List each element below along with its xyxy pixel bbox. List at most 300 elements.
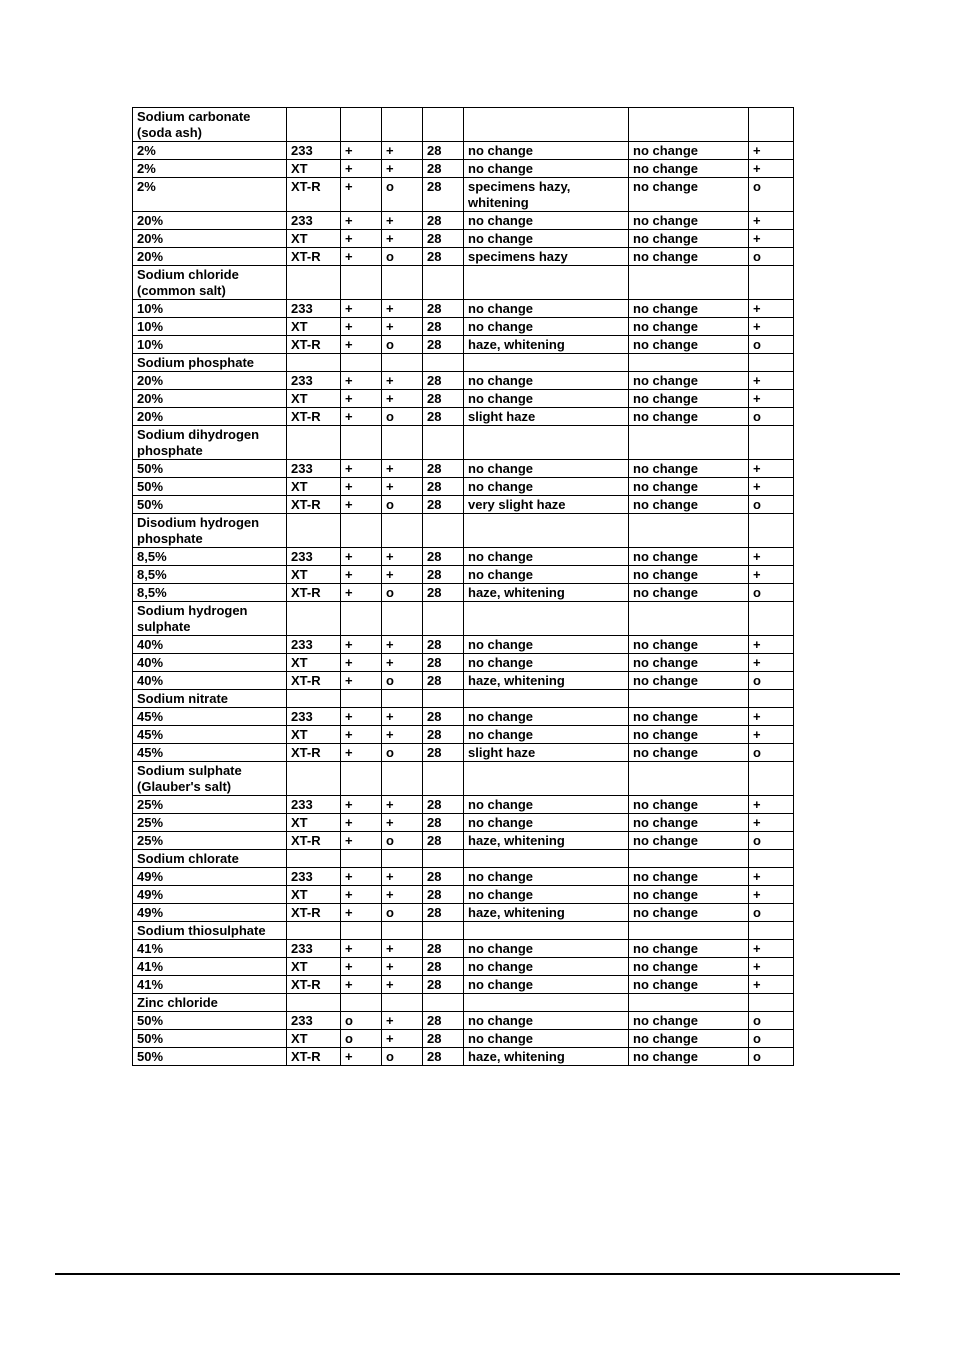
overall-rating-cell: o xyxy=(749,904,794,922)
rating-cell-b: + xyxy=(382,636,423,654)
rating-cell-a: + xyxy=(341,212,382,230)
overall-rating-cell: + xyxy=(749,814,794,832)
duration-cell: 28 xyxy=(423,372,464,390)
overall-rating-cell: + xyxy=(749,230,794,248)
empty-cell xyxy=(341,514,382,548)
rating-cell-a: + xyxy=(341,496,382,514)
dimension-cell: no change xyxy=(629,212,749,230)
table-row xyxy=(133,408,794,426)
grade-cell: XT-R xyxy=(287,178,341,212)
concentration-cell: 50% xyxy=(133,460,287,478)
overall-rating-cell: + xyxy=(749,566,794,584)
concentration-cell: 40% xyxy=(133,672,287,690)
empty-cell xyxy=(423,762,464,796)
empty-cell xyxy=(464,690,629,708)
appearance-cell: haze, whitening xyxy=(464,832,629,850)
grade-cell: XT xyxy=(287,814,341,832)
rating-cell-a: + xyxy=(341,160,382,178)
duration-cell: 28 xyxy=(423,336,464,354)
rating-cell-a: + xyxy=(341,708,382,726)
appearance-cell: slight haze xyxy=(464,408,629,426)
empty-cell xyxy=(287,426,341,460)
duration-cell: 28 xyxy=(423,248,464,266)
grade-cell: XT-R xyxy=(287,832,341,850)
table-row xyxy=(133,708,794,726)
rating-cell-b: + xyxy=(382,548,423,566)
substance-name: Sodium chloride (common salt) xyxy=(133,266,287,300)
empty-cell xyxy=(749,426,794,460)
dimension-cell: no change xyxy=(629,478,749,496)
empty-cell xyxy=(464,108,629,142)
group-header-row xyxy=(133,602,794,636)
table-row xyxy=(133,584,794,602)
rating-cell-b: + xyxy=(382,460,423,478)
dimension-cell: no change xyxy=(629,300,749,318)
appearance-cell: very slight haze xyxy=(464,496,629,514)
empty-cell xyxy=(464,514,629,548)
empty-cell xyxy=(341,108,382,142)
table-row xyxy=(133,904,794,922)
rating-cell-a: + xyxy=(341,336,382,354)
overall-rating-cell: + xyxy=(749,142,794,160)
rating-cell-a: + xyxy=(341,654,382,672)
dimension-cell: no change xyxy=(629,976,749,994)
overall-rating-cell: + xyxy=(749,726,794,744)
substance-name: Disodium hydrogen phosphate xyxy=(133,514,287,548)
table-row xyxy=(133,142,794,160)
grade-cell: XT xyxy=(287,654,341,672)
table-row xyxy=(133,636,794,654)
duration-cell: 28 xyxy=(423,390,464,408)
empty-cell xyxy=(382,108,423,142)
empty-cell xyxy=(423,266,464,300)
substance-name: Sodium hydrogen sulphate xyxy=(133,602,287,636)
appearance-cell: no change xyxy=(464,390,629,408)
appearance-cell: no change xyxy=(464,708,629,726)
dimension-cell: no change xyxy=(629,636,749,654)
table-row xyxy=(133,300,794,318)
rating-cell-b: o xyxy=(382,832,423,850)
grade-cell: 233 xyxy=(287,940,341,958)
appearance-cell: no change xyxy=(464,372,629,390)
concentration-cell: 49% xyxy=(133,868,287,886)
empty-cell xyxy=(749,922,794,940)
duration-cell: 28 xyxy=(423,726,464,744)
rating-cell-a: + xyxy=(341,584,382,602)
rating-cell-b: o xyxy=(382,248,423,266)
overall-rating-cell: + xyxy=(749,318,794,336)
overall-rating-cell: o xyxy=(749,496,794,514)
grade-cell: XT xyxy=(287,566,341,584)
duration-cell: 28 xyxy=(423,408,464,426)
overall-rating-cell: o xyxy=(749,832,794,850)
rating-cell-a: + xyxy=(341,886,382,904)
appearance-cell: no change xyxy=(464,1030,629,1048)
empty-cell xyxy=(341,762,382,796)
rating-cell-b: o xyxy=(382,178,423,212)
grade-cell: XT xyxy=(287,1030,341,1048)
rating-cell-a: + xyxy=(341,726,382,744)
rating-cell-b: o xyxy=(382,584,423,602)
empty-cell xyxy=(287,922,341,940)
empty-cell xyxy=(423,354,464,372)
grade-cell: XT xyxy=(287,230,341,248)
overall-rating-cell: + xyxy=(749,212,794,230)
duration-cell: 28 xyxy=(423,160,464,178)
rating-cell-b: + xyxy=(382,142,423,160)
dimension-cell: no change xyxy=(629,1030,749,1048)
rating-cell-b: + xyxy=(382,160,423,178)
concentration-cell: 8,5% xyxy=(133,566,287,584)
rating-cell-b: o xyxy=(382,744,423,762)
rating-cell-b: + xyxy=(382,1030,423,1048)
dimension-cell: no change xyxy=(629,318,749,336)
rating-cell-b: + xyxy=(382,814,423,832)
appearance-cell: no change xyxy=(464,814,629,832)
table-row xyxy=(133,160,794,178)
overall-rating-cell: o xyxy=(749,1048,794,1066)
rating-cell-b: + xyxy=(382,566,423,584)
concentration-cell: 40% xyxy=(133,654,287,672)
dimension-cell: no change xyxy=(629,832,749,850)
appearance-cell: no change xyxy=(464,796,629,814)
concentration-cell: 20% xyxy=(133,212,287,230)
table-row xyxy=(133,940,794,958)
table-row xyxy=(133,336,794,354)
dimension-cell: no change xyxy=(629,1048,749,1066)
dimension-cell: no change xyxy=(629,708,749,726)
rating-cell-b: o xyxy=(382,1048,423,1066)
overall-rating-cell: + xyxy=(749,958,794,976)
concentration-cell: 10% xyxy=(133,300,287,318)
rating-cell-a: + xyxy=(341,976,382,994)
dimension-cell: no change xyxy=(629,566,749,584)
dimension-cell: no change xyxy=(629,178,749,212)
appearance-cell: haze, whitening xyxy=(464,1048,629,1066)
empty-cell xyxy=(382,602,423,636)
dimension-cell: no change xyxy=(629,372,749,390)
concentration-cell: 25% xyxy=(133,832,287,850)
rating-cell-b: + xyxy=(382,958,423,976)
appearance-cell: no change xyxy=(464,868,629,886)
substance-name: Sodium sulphate (Glauber's salt) xyxy=(133,762,287,796)
table-row xyxy=(133,868,794,886)
empty-cell xyxy=(341,690,382,708)
duration-cell: 28 xyxy=(423,796,464,814)
rating-cell-b: + xyxy=(382,1012,423,1030)
dimension-cell: no change xyxy=(629,548,749,566)
concentration-cell: 20% xyxy=(133,390,287,408)
rating-cell-a: + xyxy=(341,566,382,584)
appearance-cell: no change xyxy=(464,212,629,230)
group-header-row xyxy=(133,514,794,548)
empty-cell xyxy=(464,602,629,636)
substance-name: Zinc chloride xyxy=(133,994,287,1012)
table-row xyxy=(133,832,794,850)
empty-cell xyxy=(629,602,749,636)
appearance-cell: no change xyxy=(464,726,629,744)
appearance-cell: no change xyxy=(464,654,629,672)
overall-rating-cell: o xyxy=(749,1012,794,1030)
duration-cell: 28 xyxy=(423,708,464,726)
overall-rating-cell: + xyxy=(749,868,794,886)
empty-cell xyxy=(287,762,341,796)
concentration-cell: 40% xyxy=(133,636,287,654)
rating-cell-a: + xyxy=(341,868,382,886)
concentration-cell: 8,5% xyxy=(133,584,287,602)
substance-name: Sodium carbonate (soda ash) xyxy=(133,108,287,142)
rating-cell-a: + xyxy=(341,636,382,654)
appearance-cell: haze, whitening xyxy=(464,584,629,602)
rating-cell-b: + xyxy=(382,886,423,904)
overall-rating-cell: + xyxy=(749,708,794,726)
overall-rating-cell: o xyxy=(749,408,794,426)
appearance-cell: haze, whitening xyxy=(464,904,629,922)
dimension-cell: no change xyxy=(629,868,749,886)
duration-cell: 28 xyxy=(423,478,464,496)
overall-rating-cell: + xyxy=(749,478,794,496)
grade-cell: XT xyxy=(287,318,341,336)
grade-cell: 233 xyxy=(287,548,341,566)
duration-cell: 28 xyxy=(423,832,464,850)
empty-cell xyxy=(464,762,629,796)
table-row xyxy=(133,1048,794,1066)
overall-rating-cell: o xyxy=(749,178,794,212)
dimension-cell: no change xyxy=(629,496,749,514)
concentration-cell: 2% xyxy=(133,178,287,212)
appearance-cell: no change xyxy=(464,566,629,584)
empty-cell xyxy=(423,426,464,460)
grade-cell: 233 xyxy=(287,868,341,886)
rating-cell-a: + xyxy=(341,744,382,762)
dimension-cell: no change xyxy=(629,904,749,922)
table-body xyxy=(133,108,794,1066)
concentration-cell: 49% xyxy=(133,886,287,904)
group-header-row xyxy=(133,922,794,940)
rating-cell-b: + xyxy=(382,390,423,408)
table-row xyxy=(133,886,794,904)
empty-cell xyxy=(382,690,423,708)
substance-name: Sodium chlorate xyxy=(133,850,287,868)
dimension-cell: no change xyxy=(629,408,749,426)
duration-cell: 28 xyxy=(423,904,464,922)
empty-cell xyxy=(423,108,464,142)
rating-cell-a: + xyxy=(341,300,382,318)
empty-cell xyxy=(629,690,749,708)
concentration-cell: 50% xyxy=(133,1012,287,1030)
empty-cell xyxy=(749,690,794,708)
overall-rating-cell: + xyxy=(749,160,794,178)
concentration-cell: 49% xyxy=(133,904,287,922)
duration-cell: 28 xyxy=(423,496,464,514)
duration-cell: 28 xyxy=(423,636,464,654)
grade-cell: XT xyxy=(287,478,341,496)
table-row xyxy=(133,976,794,994)
empty-cell xyxy=(287,994,341,1012)
rating-cell-b: + xyxy=(382,212,423,230)
rating-cell-b: + xyxy=(382,868,423,886)
table-row xyxy=(133,390,794,408)
grade-cell: XT-R xyxy=(287,496,341,514)
concentration-cell: 25% xyxy=(133,796,287,814)
dimension-cell: no change xyxy=(629,230,749,248)
table-row xyxy=(133,958,794,976)
concentration-cell: 2% xyxy=(133,160,287,178)
rating-cell-b: o xyxy=(382,904,423,922)
empty-cell xyxy=(629,922,749,940)
appearance-cell: no change xyxy=(464,636,629,654)
rating-cell-a: + xyxy=(341,460,382,478)
substance-name: Sodium nitrate xyxy=(133,690,287,708)
appearance-cell: no change xyxy=(464,160,629,178)
rating-cell-a: + xyxy=(341,230,382,248)
appearance-cell: no change xyxy=(464,886,629,904)
dimension-cell: no change xyxy=(629,336,749,354)
overall-rating-cell: + xyxy=(749,796,794,814)
empty-cell xyxy=(464,994,629,1012)
dimension-cell: no change xyxy=(629,460,749,478)
empty-cell xyxy=(382,994,423,1012)
rating-cell-a: o xyxy=(341,1030,382,1048)
empty-cell xyxy=(423,922,464,940)
table-row xyxy=(133,372,794,390)
empty-cell xyxy=(287,266,341,300)
duration-cell: 28 xyxy=(423,548,464,566)
empty-cell xyxy=(629,354,749,372)
concentration-cell: 41% xyxy=(133,976,287,994)
grade-cell: XT xyxy=(287,390,341,408)
empty-cell xyxy=(341,354,382,372)
rating-cell-b: + xyxy=(382,726,423,744)
substance-name: Sodium dihydrogen phosphate xyxy=(133,426,287,460)
rating-cell-a: + xyxy=(341,178,382,212)
duration-cell: 28 xyxy=(423,460,464,478)
appearance-cell: no change xyxy=(464,142,629,160)
concentration-cell: 20% xyxy=(133,408,287,426)
duration-cell: 28 xyxy=(423,976,464,994)
chemical-resistance-table xyxy=(132,107,794,1066)
overall-rating-cell: o xyxy=(749,672,794,690)
dimension-cell: no change xyxy=(629,654,749,672)
rating-cell-a: + xyxy=(341,390,382,408)
group-header-row xyxy=(133,762,794,796)
table-row xyxy=(133,318,794,336)
rating-cell-a: + xyxy=(341,904,382,922)
duration-cell: 28 xyxy=(423,958,464,976)
table-row xyxy=(133,654,794,672)
group-header-row xyxy=(133,690,794,708)
duration-cell: 28 xyxy=(423,300,464,318)
empty-cell xyxy=(629,266,749,300)
dimension-cell: no change xyxy=(629,796,749,814)
empty-cell xyxy=(749,354,794,372)
duration-cell: 28 xyxy=(423,940,464,958)
appearance-cell: haze, whitening xyxy=(464,672,629,690)
group-header-row xyxy=(133,108,794,142)
concentration-cell: 45% xyxy=(133,726,287,744)
rating-cell-a: + xyxy=(341,318,382,336)
grade-cell: XT xyxy=(287,886,341,904)
overall-rating-cell: + xyxy=(749,300,794,318)
concentration-cell: 2% xyxy=(133,142,287,160)
empty-cell xyxy=(629,994,749,1012)
duration-cell: 28 xyxy=(423,814,464,832)
grade-cell: XT-R xyxy=(287,976,341,994)
grade-cell: 233 xyxy=(287,636,341,654)
duration-cell: 28 xyxy=(423,654,464,672)
dimension-cell: no change xyxy=(629,1012,749,1030)
rating-cell-a: + xyxy=(341,814,382,832)
footer-rule xyxy=(55,1273,900,1275)
grade-cell: XT-R xyxy=(287,408,341,426)
concentration-cell: 20% xyxy=(133,248,287,266)
duration-cell: 28 xyxy=(423,672,464,690)
empty-cell xyxy=(287,690,341,708)
concentration-cell: 45% xyxy=(133,708,287,726)
group-header-row xyxy=(133,266,794,300)
duration-cell: 28 xyxy=(423,230,464,248)
grade-cell: XT-R xyxy=(287,1048,341,1066)
overall-rating-cell: o xyxy=(749,336,794,354)
appearance-cell: no change xyxy=(464,1012,629,1030)
rating-cell-a: + xyxy=(341,408,382,426)
dimension-cell: no change xyxy=(629,248,749,266)
table-row xyxy=(133,566,794,584)
grade-cell: XT xyxy=(287,726,341,744)
grade-cell: 233 xyxy=(287,212,341,230)
concentration-cell: 8,5% xyxy=(133,548,287,566)
overall-rating-cell: + xyxy=(749,886,794,904)
appearance-cell: no change xyxy=(464,958,629,976)
table-row xyxy=(133,814,794,832)
empty-cell xyxy=(423,994,464,1012)
table-row xyxy=(133,796,794,814)
empty-cell xyxy=(341,602,382,636)
empty-cell xyxy=(749,108,794,142)
dimension-cell: no change xyxy=(629,958,749,976)
grade-cell: XT xyxy=(287,160,341,178)
grade-cell: 233 xyxy=(287,708,341,726)
dimension-cell: no change xyxy=(629,584,749,602)
empty-cell xyxy=(629,426,749,460)
overall-rating-cell: + xyxy=(749,654,794,672)
grade-cell: 233 xyxy=(287,1012,341,1030)
empty-cell xyxy=(423,850,464,868)
empty-cell xyxy=(287,850,341,868)
table-row xyxy=(133,1012,794,1030)
rating-cell-a: + xyxy=(341,958,382,976)
grade-cell: XT xyxy=(287,958,341,976)
duration-cell: 28 xyxy=(423,142,464,160)
table-row xyxy=(133,496,794,514)
appearance-cell: no change xyxy=(464,460,629,478)
grade-cell: XT-R xyxy=(287,584,341,602)
overall-rating-cell: + xyxy=(749,636,794,654)
appearance-cell: no change xyxy=(464,548,629,566)
empty-cell xyxy=(423,690,464,708)
empty-cell xyxy=(464,354,629,372)
concentration-cell: 45% xyxy=(133,744,287,762)
empty-cell xyxy=(629,514,749,548)
dimension-cell: no change xyxy=(629,886,749,904)
overall-rating-cell: + xyxy=(749,372,794,390)
group-header-row xyxy=(133,850,794,868)
duration-cell: 28 xyxy=(423,566,464,584)
empty-cell xyxy=(749,762,794,796)
concentration-cell: 41% xyxy=(133,958,287,976)
empty-cell xyxy=(423,514,464,548)
overall-rating-cell: o xyxy=(749,248,794,266)
